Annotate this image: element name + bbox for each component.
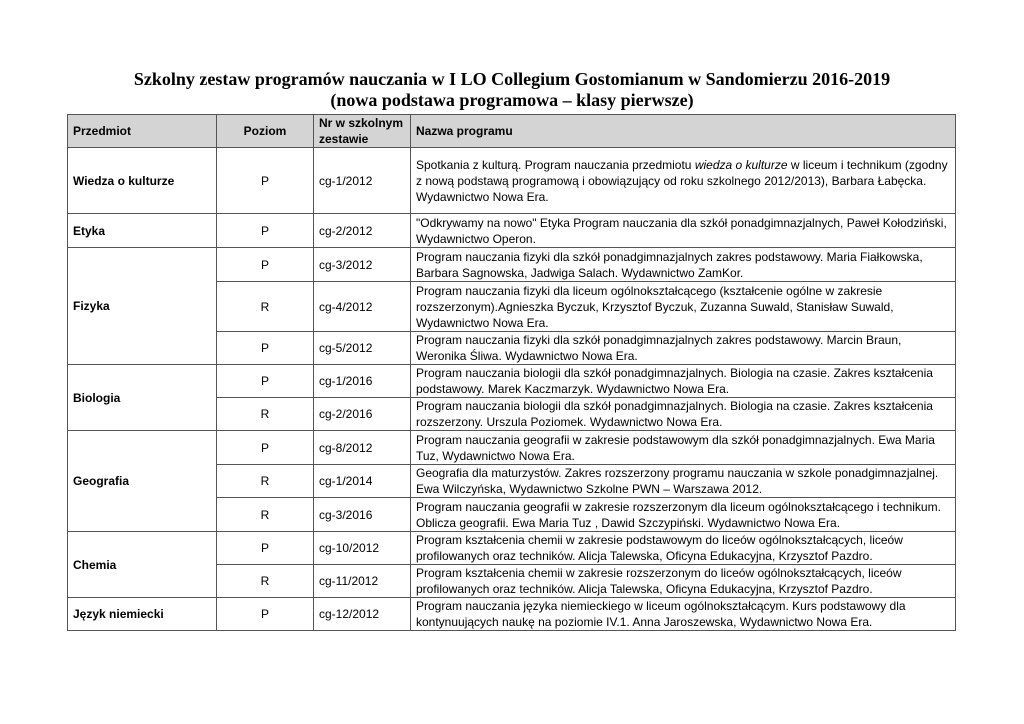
program-table [67,114,956,631]
number-cell: cg-8/2012 [314,431,411,465]
program-cell: "Odkrywamy na nowo" Etyka Program nauczania dla szkół ponadgimnazjalnych, Paweł Kołodziński, Wydawnictwo Operon. [411,214,956,248]
program-cell: Program nauczania geografii w zakresie podstawowym dla szkół ponadgimnazjalnych. Ewa Maria Tuz, Wydawnictwo Nowa Era. [411,431,956,465]
table-row [68,532,956,565]
subject-cell: Etyka [68,214,217,248]
number-cell: cg-3/2016 [314,498,411,532]
level-cell: P [217,248,314,282]
table-row [68,214,956,248]
document-subtitle: (nowa podstawa programowa – klasy pierwsze) [330,90,694,110]
level-cell: P [217,431,314,465]
level-cell: R [217,398,314,431]
number-cell: cg-3/2012 [314,248,411,282]
number-cell: cg-1/2016 [314,365,411,398]
number-cell: cg-12/2012 [314,598,411,631]
level-cell: P [217,148,314,214]
program-cell [411,148,956,214]
program-cell: Program nauczania fizyki dla szkół ponadgimnazjalnych zakres podstawowy. Marcin Braun, Weronika Śliwa. Wydawnictwo Nowa Era. [411,332,956,365]
header-level: Poziom [217,115,314,148]
program-cell: Program kształcenia chemii w zakresie rozszerzonym do liceów ogólnokształcących, liceów profilowanych oraz techników. Alicja Talewska, Oficyna Edukacyjna, Krzysztof Pazdro. [411,565,956,598]
header-number: Nr w szkolnym zestawie [314,115,411,148]
subject-cell: Język niemiecki [68,598,217,631]
level-cell: R [217,282,314,332]
program-text-italic: wiedza o kulturze [694,157,788,172]
number-cell: cg-11/2012 [314,565,411,598]
level-cell: P [217,532,314,565]
table-row [68,365,956,398]
level-cell: R [217,465,314,498]
number-cell: cg-1/2012 [314,148,411,214]
level-cell: R [217,498,314,532]
subject-cell: Fizyka [68,248,217,365]
document-title: Szkolny zestaw programów nauczania w I LO Collegium Gostomianum w Sandomierzu 2016-2019 [133,69,891,89]
program-cell: Program nauczania fizyki dla szkół ponadgimnazjalnych zakres podstawowy. Maria Fiałkowska, Barbara Sagnowska, Jadwiga Salach. Wydawnictwo ZamKor. [411,248,956,282]
number-cell: cg-2/2016 [314,398,411,431]
program-text: Spotkania z kulturą. Program nauczania przedmiotu [416,157,695,172]
number-cell: cg-2/2012 [314,214,411,248]
number-cell: cg-5/2012 [314,332,411,365]
number-cell: cg-10/2012 [314,532,411,565]
program-cell: Program nauczania biologii dla szkół ponadgimnazjalnych. Biologia na czasie. Zakres kształcenia rozszerzony. Urszula Poziomek. Wydawnictwo Nowa Era. [411,398,956,431]
program-cell: Geografia dla maturzystów. Zakres rozszerzony programu nauczania w szkole ponadgimnazjalnej. Ewa Wilczyńska, Wydawnictwo Szkolne PWN – Warszawa 2012. [411,465,956,498]
program-cell: Program nauczania biologii dla szkół ponadgimnazjalnych. Biologia na czasie. Zakres kształcenia podstawowy. Marek Kaczmarzyk. Wydawnictwo Nowa Era. [411,365,956,398]
program-cell: Program nauczania języka niemieckiego w liceum ogólnokształcącym. Kurs podstawowy dla kontynuujących naukę na poziomie IV.1. Anna Jaroszewska, Wydawnictwo Nowa Era. [411,598,956,631]
table-header-row [68,115,956,148]
subject-cell: Geografia [68,431,217,532]
header-subject: Przedmiot [68,115,217,148]
level-cell: P [217,332,314,365]
subject-cell: Wiedza o kulturze [68,148,217,214]
program-text: w liceum i technikum (zgodny z nową podstawą programową i obowiązujący od roku szkolnego 2012/2013), Barbara Łabęcka. Wydawnictwo Nowa Era. [416,157,948,204]
table-row [68,248,956,282]
number-cell: cg-1/2014 [314,465,411,498]
program-cell: Program nauczania geografii w zakresie rozszerzonym dla liceum ogólnokształcącego i technikum. Oblicza geografii. Ewa Maria Tuz , Dawid Szczypiński. Wydawnictwo Nowa Era. [411,498,956,532]
table-row [68,148,956,214]
level-cell: R [217,565,314,598]
program-cell: Program nauczania fizyki dla liceum ogólnokształcącego (kształcenie ogólne w zakresie rozszerzonym).Agnieszka Byczuk, Krzysztof Byczuk, Zuzanna Suwald, Stanisław Suwald, Wydawnictwo Nowa Era. [411,282,956,332]
level-cell: P [217,598,314,631]
level-cell: P [217,214,314,248]
program-cell: Program kształcenia chemii w zakresie podstawowym do liceów ogólnokształcących, liceów profilowanych oraz techników. Alicja Talewska, Oficyna Edukacyjna, Krzysztof Pazdro. [411,532,956,565]
header-program: Nazwa programu [411,115,956,148]
table-row [68,598,956,631]
level-cell: P [217,365,314,398]
number-cell: cg-4/2012 [314,282,411,332]
subject-cell: Chemia [68,532,217,598]
table-row [68,431,956,465]
subject-cell: Biologia [68,365,217,431]
